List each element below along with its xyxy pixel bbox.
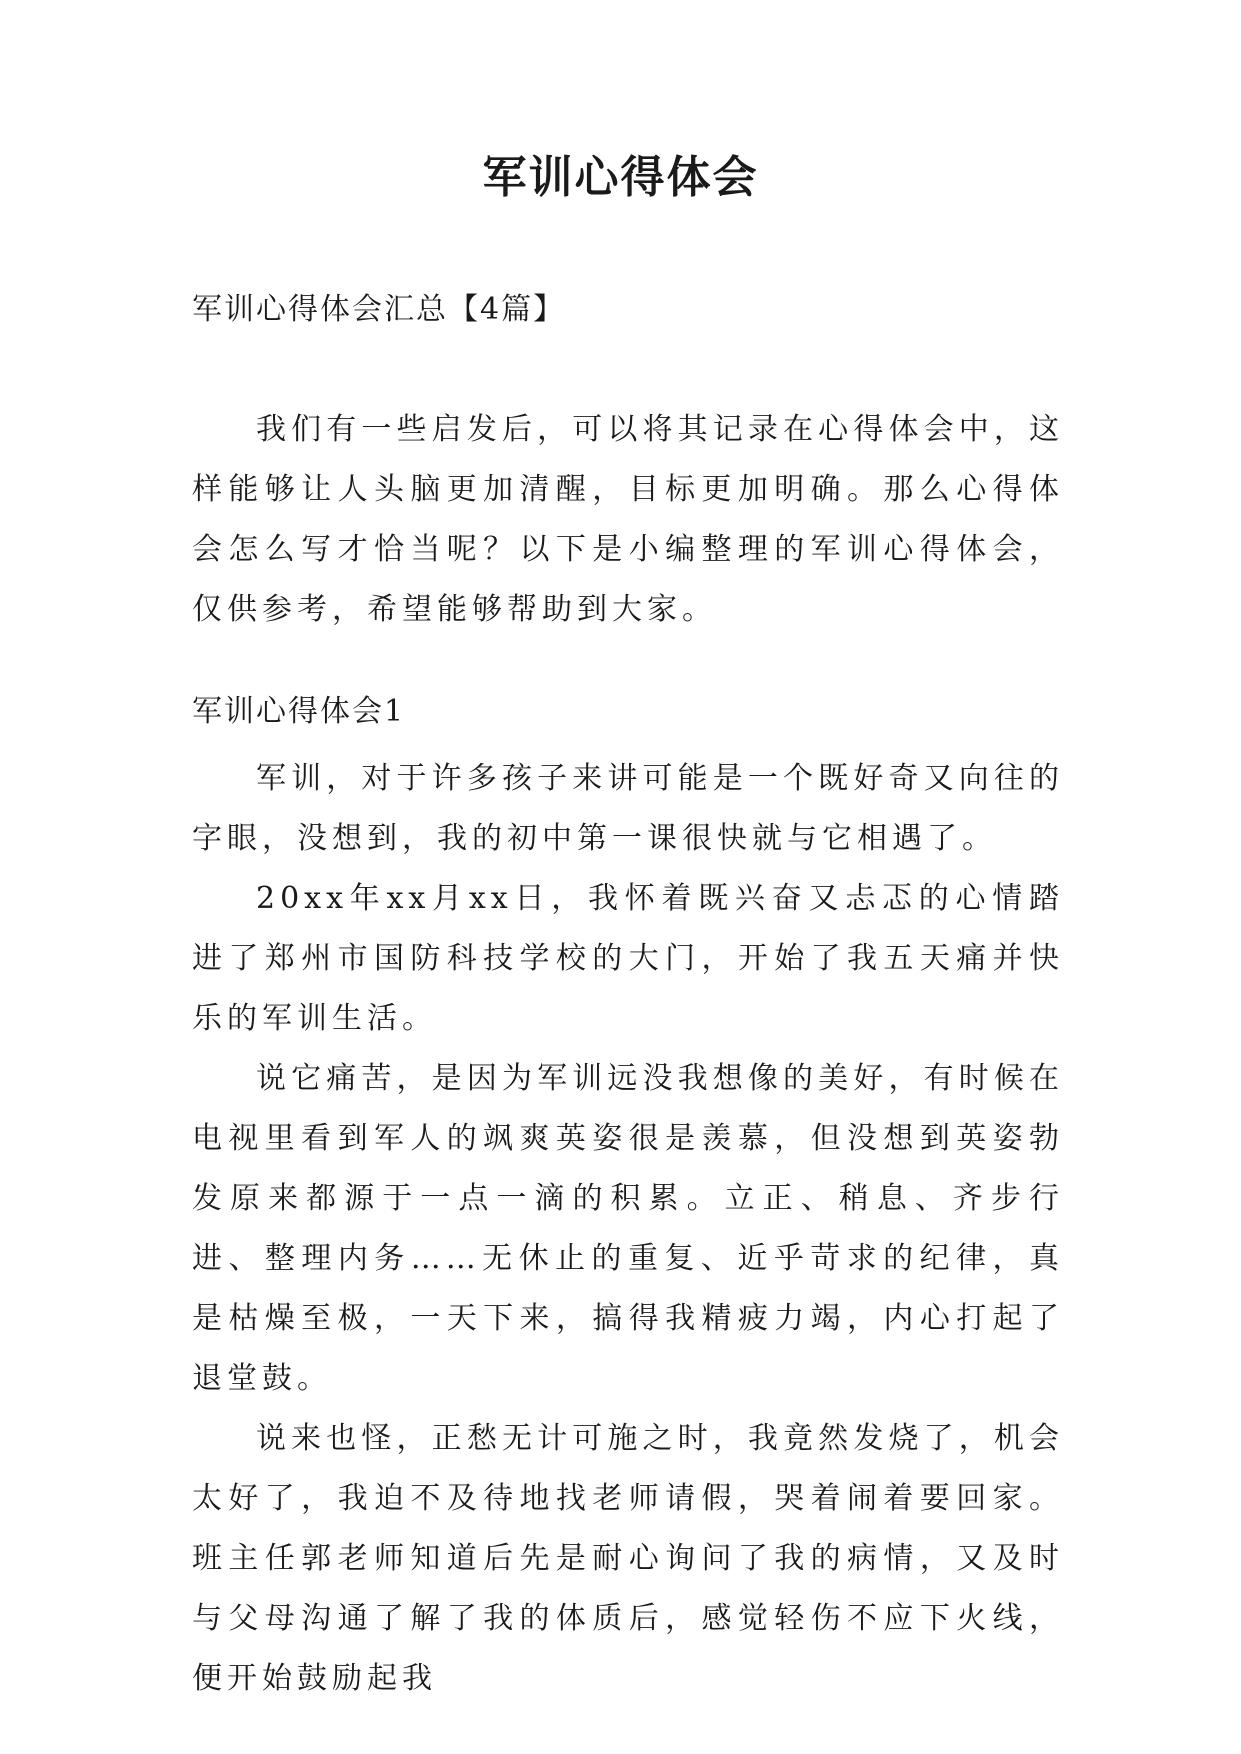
document-subtitle: 军训心得体会汇总【4篇】 xyxy=(192,292,566,327)
document-title: 军训心得体会 xyxy=(482,152,759,203)
paragraph: 军训，对于许多孩子来讲可能是一个既好奇又向往的字眼，没想到，我的初中第一课很快就与它相遇了。 xyxy=(192,761,1064,856)
section-heading: 军训心得体会1 xyxy=(192,694,406,729)
section-body xyxy=(192,749,1064,1709)
paragraph: 说它痛苦，是因为军训远没我想像的美好，有时候在电视里看到军人的飒爽英姿很是羡慕，但没想到英姿勃发原来都源于一点一滴的积累。立正、稍息、齐步行进、整理内务……无休止的重复、近乎苛求的纪律，真是枯燥至极，一天下来，搞得我精疲力竭，内心打起了退堂鼓。 xyxy=(192,1061,1064,1396)
paragraph: 20xx年xx月xx日，我怀着既兴奋又忐忑的心情踏进了郑州市国防科技学校的大门，开始了我五天痛并快乐的军训生活。 xyxy=(192,881,1064,1036)
paragraph: 说来也怪，正愁无计可施之时，我竟然发烧了，机会太好了，我迫不及待地找老师请假，哭着闹着要回家。班主任郭老师知道后先是耐心询问了我的病情，又及时与父母沟通了解了我的体质后，感觉轻伤不应下火线，便开始鼓励起我 xyxy=(192,1421,1064,1696)
intro-paragraph: 我们有一些启发后，可以将其记录在心得体会中，这样能够让人头脑更加清醒，目标更加明确。那么心得体会怎么写才恰当呢？以下是小编整理的军训心得体会，仅供参考，希望能够帮助到大家。 xyxy=(192,412,1064,627)
intro-section xyxy=(192,400,1064,640)
